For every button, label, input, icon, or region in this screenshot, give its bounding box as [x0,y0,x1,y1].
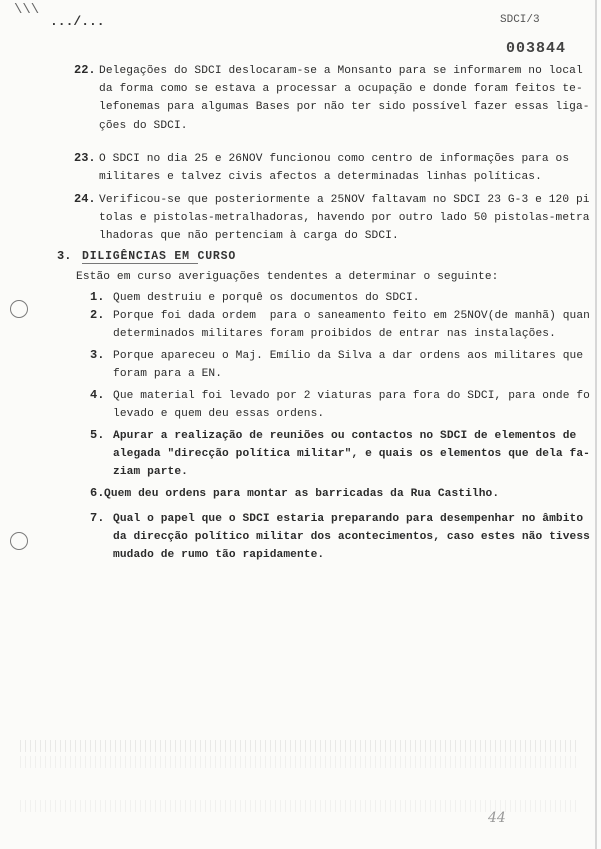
task-1-number: 1. [90,290,105,304]
item-23-line-2: militares e talvez civis afectos a determinadas linhas políticas. [99,171,542,183]
scan-noise-band [20,756,580,768]
item-22-number: 22. [74,63,96,77]
task-3-line-2: foram para a EN. [113,368,223,380]
task-5-line-1: Apurar a realização de reuniões ou contactos no SDCI de elementos de [113,430,577,442]
task-7-number: 7. [90,511,105,525]
task-2-line-1: Porque foi dada ordem para o saneamento feito em 25NOV(de manhã) quan [113,310,590,322]
item-22-line-1: Delegações do SDCI deslocaram-se a Monsanto para se informarem no local [99,65,583,77]
task-3-number: 3. [90,348,105,362]
item-24-line-1: Verificou-se que posteriormente a 25NOV faltavam no SDCI 23 G-3 e 120 pi [99,194,590,206]
task-7-line-3: mudado de rumo tão rapidamente. [113,549,325,561]
section-title: DILIGÊNCIAS EM CURSO [82,250,237,263]
punch-hole-mark [10,532,28,550]
task-5-line-3: ziam parte. [113,466,188,478]
section-number: 3. [57,249,72,263]
item-23-number: 23. [74,151,96,165]
page-mark: 44 [488,810,506,826]
item-24-line-2: tolas e pistolas-metralhadoras, havendo por outro lado 50 pistolas-metra [99,212,590,224]
task-4-line-1: Que material foi levado por 2 viaturas para fora do SDCI, para onde fo [113,390,590,402]
item-22-line-4: ções do SDCI. [99,120,188,132]
punch-hole-mark [10,300,28,318]
section-title-underline [82,263,198,264]
item-24-line-3: lhadoras que não pertenciam à carga do SDCI. [99,230,399,242]
task-6-line-1: Quem deu ordens para montar as barricadas da Rua Castilho. [104,488,500,500]
document-number-stamp: 003844 [506,40,567,57]
item-22-line-2: da forma como se estava a processar a ocupação e donde foram feitos te- [99,83,583,95]
task-1-line-1: Quem destruiu e porquê os documentos do SDCI. [113,292,420,304]
item-22-line-3: lefonemas para algumas Bases por não ter sido possível fazer essas liga- [99,101,590,113]
item-23-line-1: O SDCI no dia 25 e 26NOV funcionou como centro de informações para os [99,153,570,165]
task-4-line-2: levado e quem deu essas ordens. [113,408,325,420]
document-code: SDCI/3 [500,14,540,26]
margin-scribble: \\\ [14,2,40,18]
item-24-number: 24. [74,192,96,206]
task-5-line-2: alegada "direcção política militar", e quais os elementos que dela fa- [113,448,590,460]
task-5-number: 5. [90,428,105,442]
task-2-number: 2. [90,308,105,322]
section-intro: Estão em curso averiguações tendentes a determinar o seguinte: [76,271,499,283]
task-7-line-1: Qual o papel que o SDCI estaria preparando para desempenhar no âmbito [113,513,584,525]
continuation-mark: .../... [50,14,105,29]
task-3-line-1: Porque apareceu o Maj. Emílio da Silva a dar ordens aos militares que [113,350,584,362]
page-edge [595,0,597,849]
task-6-number: 6. [90,486,105,500]
task-4-number: 4. [90,388,105,402]
task-7-line-2: da direcção político militar dos acontecimentos, caso estes não tivess [113,531,590,543]
scan-noise-band [20,740,580,752]
task-2-line-2: determinados militares foram proibidos de entrar nas instalações. [113,328,556,340]
